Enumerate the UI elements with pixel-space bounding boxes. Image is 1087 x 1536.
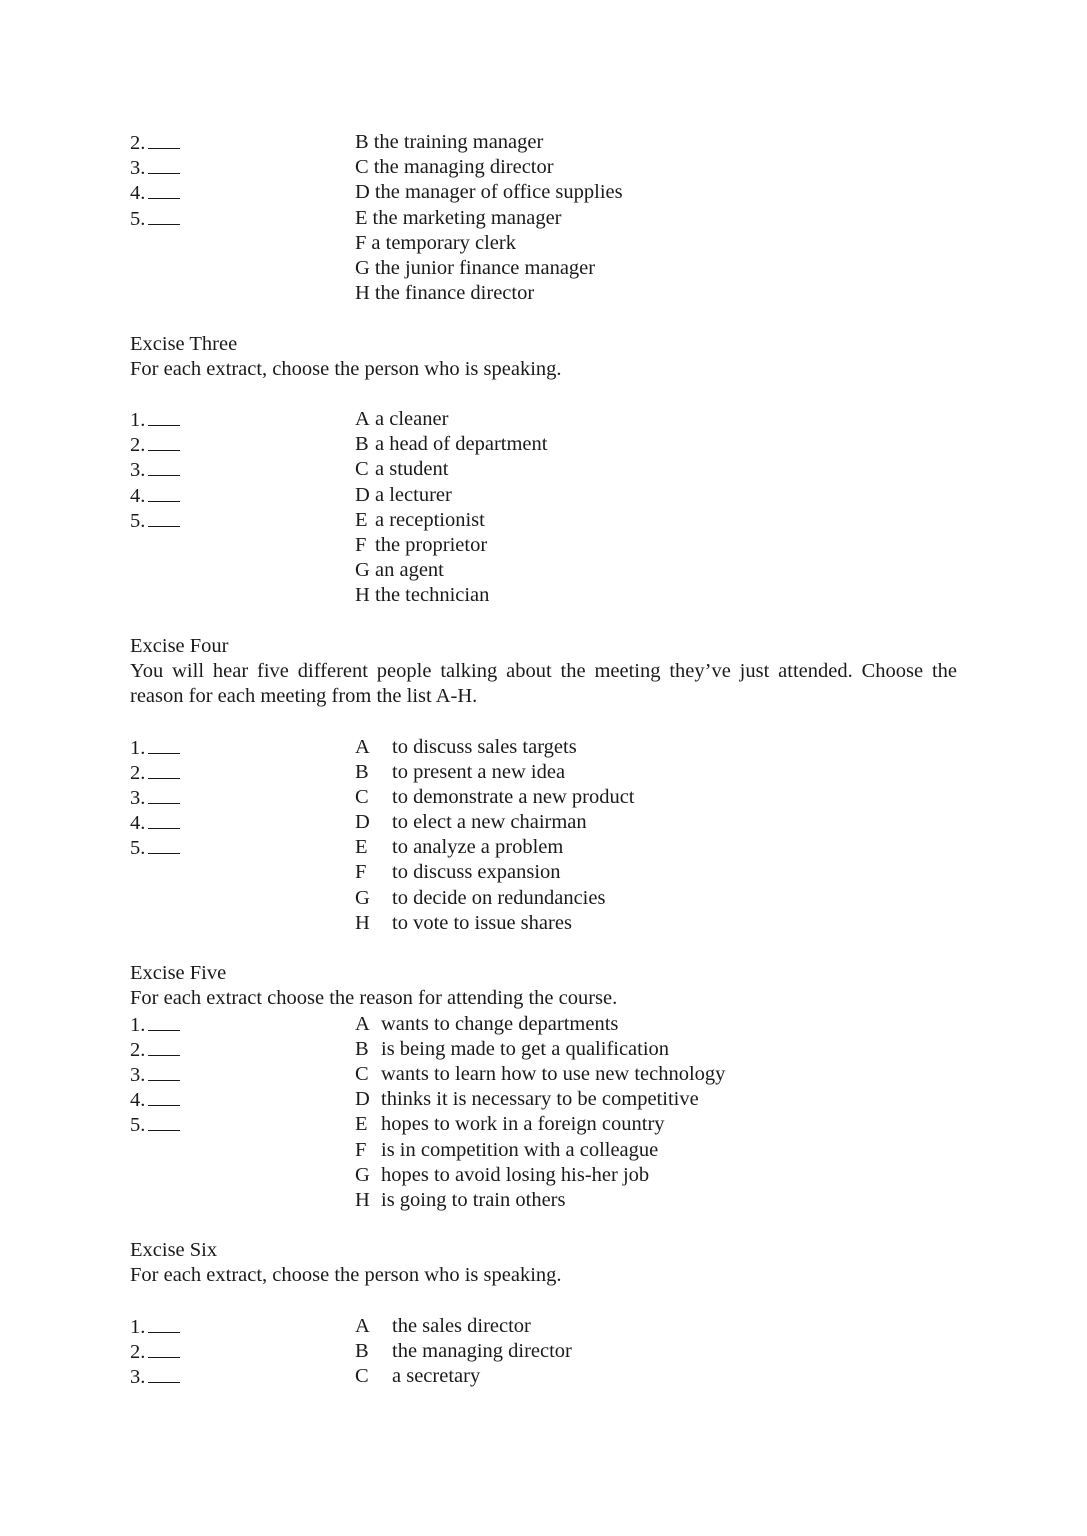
answer-row: 4. D a lecturer	[130, 483, 452, 507]
answer-blank[interactable]	[148, 835, 180, 854]
worksheet-page	[130, 130, 957, 1389]
exercise-title: Excise Four	[130, 634, 229, 657]
answer-row: 5. E hopes to work in a foreign country	[130, 1113, 665, 1137]
exercise-title: Excise Six	[130, 1239, 218, 1262]
option-item: G to decide on redundancies	[355, 886, 606, 909]
exercise-title: Excise Five	[130, 962, 227, 985]
answer-blank[interactable]	[148, 1339, 180, 1358]
option-row	[130, 533, 957, 558]
option-item: A a cleaner	[355, 408, 449, 431]
option-row	[130, 558, 957, 583]
option-item: C a student	[355, 458, 449, 481]
answer-row: 3. C to demonstrate a new product	[130, 785, 635, 809]
option-item: B a head of department	[355, 433, 548, 456]
answer-row: 2. B the training manager	[130, 131, 544, 154]
option-row	[130, 1138, 957, 1163]
answer-blank[interactable]	[148, 155, 180, 174]
answer-row: 1. A the sales director	[130, 1314, 531, 1338]
exercise-six	[130, 1238, 957, 1389]
answer-blank[interactable]	[148, 130, 180, 149]
answer-row: 1. A wants to change departments	[130, 1012, 619, 1036]
answer-row: 2. B a head of department	[130, 433, 548, 457]
exercise-three	[130, 332, 957, 609]
answer-row: 1. A to discuss sales targets	[130, 735, 577, 759]
option-item: B to present a new idea	[355, 760, 566, 783]
exercise-title: Excise Three	[130, 332, 238, 355]
answer-blank[interactable]	[148, 206, 180, 225]
option-item: G hopes to avoid losing his-her job	[355, 1163, 650, 1186]
option-row	[130, 231, 957, 256]
answer-blank[interactable]	[148, 407, 180, 426]
option-row	[130, 281, 957, 306]
option-item: H is going to train others	[355, 1188, 566, 1211]
option-item: H to vote to issue shares	[355, 911, 572, 934]
answer-blank[interactable]	[148, 1112, 180, 1131]
exercise-two-tail	[130, 130, 957, 306]
answer-row: 2. B to present a new idea	[130, 760, 566, 784]
option-item: C to demonstrate a new product	[355, 785, 635, 808]
answer-blank[interactable]	[148, 1012, 180, 1031]
option-item: A wants to change departments	[355, 1012, 619, 1035]
option-item: F the proprietor	[355, 534, 488, 556]
exercise-instruction: For each extract, choose the person who is speaking.	[130, 357, 562, 380]
option-item: E the marketing manager	[355, 206, 562, 229]
option-item: G an agent	[355, 559, 444, 582]
answer-blank[interactable]	[148, 1314, 180, 1333]
option-row	[130, 256, 957, 281]
answer-row: 4. D to elect a new chairman	[130, 811, 587, 835]
option-item: F is in competition with a colleague	[355, 1138, 659, 1161]
option-row	[130, 886, 957, 911]
option-item: H the technician	[355, 584, 490, 607]
answer-row: 5. E a receptionist	[130, 508, 485, 532]
answer-blank[interactable]	[148, 810, 180, 829]
answer-blank[interactable]	[148, 432, 180, 451]
option-item: D a lecturer	[355, 483, 452, 506]
option-item: B is being made to get a qualification	[355, 1037, 670, 1060]
answer-row: 5. E to analyze a problem	[130, 836, 564, 860]
answer-blank[interactable]	[148, 483, 180, 502]
option-item: D to elect a new chairman	[355, 811, 587, 834]
answer-row: 4. D thinks it is necessary to be competitive	[130, 1088, 699, 1112]
answer-blank[interactable]	[148, 1087, 180, 1106]
option-item: B the training manager	[355, 131, 544, 153]
option-item: C the managing director	[355, 156, 554, 179]
answer-blank[interactable]	[148, 760, 180, 779]
answer-blank[interactable]	[148, 1364, 180, 1383]
option-row	[130, 583, 957, 608]
option-item: C a secretary	[355, 1365, 481, 1388]
option-item: G the junior finance manager	[355, 256, 596, 279]
answer-blank[interactable]	[148, 1037, 180, 1056]
option-item: E to analyze a problem	[355, 836, 564, 859]
option-item: E hopes to work in a foreign country	[355, 1113, 665, 1136]
option-item: H the finance director	[355, 282, 535, 305]
exercise-instruction: For each extract, choose the person who is speaking.	[130, 1264, 562, 1287]
option-row	[130, 860, 957, 885]
option-item: F a temporary clerk	[355, 231, 516, 254]
answer-blank[interactable]	[148, 735, 180, 754]
option-item: E a receptionist	[355, 508, 485, 531]
exercise-instruction: For each extract choose the reason for attending the course.	[130, 987, 618, 1010]
exercise-four	[130, 634, 957, 936]
option-item: B the managing director	[355, 1340, 572, 1363]
answer-blank[interactable]	[148, 508, 180, 527]
option-row	[130, 1163, 957, 1188]
answer-row: 3. C a student	[130, 458, 449, 482]
answer-blank[interactable]	[148, 180, 180, 199]
option-item: A to discuss sales targets	[355, 735, 577, 758]
exercise-instruction: You will hear five different people talking about the meeting they’ve just attended. Choose the reason for each meeting from the list A-H.	[130, 659, 957, 708]
option-item: F to discuss expansion	[355, 861, 561, 884]
option-row	[130, 1188, 957, 1213]
answer-row: 2. B is being made to get a qualification	[130, 1037, 670, 1061]
option-row	[130, 911, 957, 936]
answer-row: 2. B the managing director	[130, 1340, 572, 1364]
answer-row: 4. D the manager of office supplies	[130, 181, 623, 205]
option-item: C wants to learn how to use new technology	[355, 1062, 726, 1085]
answer-blank[interactable]	[148, 457, 180, 476]
answer-row: 5. E the marketing manager	[130, 206, 562, 230]
answer-row: 3. C wants to learn how to use new technology	[130, 1062, 726, 1086]
option-item: D thinks it is necessary to be competitive	[355, 1088, 699, 1111]
answer-blank[interactable]	[148, 785, 180, 804]
answer-row: 3. C the managing director	[130, 156, 554, 180]
option-item: D the manager of office supplies	[355, 181, 623, 204]
option-item: A the sales director	[355, 1314, 531, 1337]
answer-row: 3. C a secretary	[130, 1365, 481, 1389]
answer-blank[interactable]	[148, 1062, 180, 1081]
answer-row: 1. A a cleaner	[130, 408, 449, 432]
exercise-five	[130, 961, 957, 1213]
